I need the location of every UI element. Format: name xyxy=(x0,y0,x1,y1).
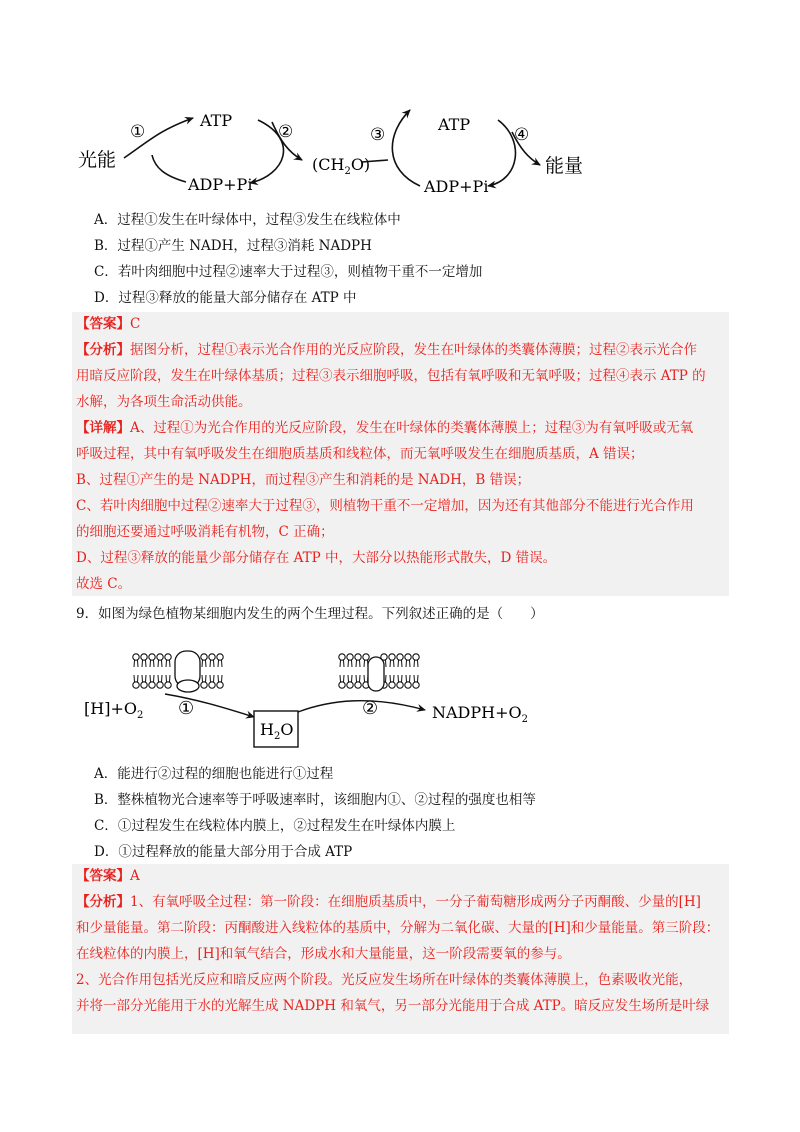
adp-left-label: ADP+Pi xyxy=(188,175,253,194)
detail-label: 【详解】 xyxy=(76,420,130,436)
q9-analysis-line-4: 2、光合作用包括光反应和暗反应两个阶段。光反应发生场所在叶绿体的类囊体薄膜上，色素吸收光能， xyxy=(76,972,693,988)
q8-option-a: A．过程①发生在叶绿体中，过程③发生在线粒体中 xyxy=(94,212,401,228)
q8-analysis-line-3: 水解，为各项生命活动供能。 xyxy=(76,394,252,410)
step2-marker: ② xyxy=(278,122,294,142)
q9-analysis-line-1 xyxy=(76,892,701,912)
q9-option-a: A．能进行②过程的细胞也能进行①过程 xyxy=(94,766,334,782)
q9-stem: 9．如图为绿色植物某细胞内发生的两个生理过程。下列叙述正确的是（ ） xyxy=(76,606,544,622)
q8-option-c: C．若叶肉细胞中过程②速率大于过程③，则植物干重不一定增加 xyxy=(94,264,483,280)
product-label: $NADPH+O_2$ xyxy=(432,703,528,725)
energy-label: 能量 xyxy=(545,155,584,177)
process1-marker: ① xyxy=(178,698,195,719)
q9-option-b: B．整株植物光合速率等于呼吸速率时，该细胞内①、②过程的强度也相等 xyxy=(94,792,536,808)
q8-detail-line-6: D、过程③释放的能量少部分储存在 ATP 中，大部分以热能形式散失，D 错误。 xyxy=(76,550,557,566)
right-membrane xyxy=(339,654,419,691)
atp-right-label: ATP xyxy=(438,115,471,134)
q8-analysis-line-2: 用暗反应阶段，发生在叶绿体基质；过程③表示细胞呼吸，包括有氧呼吸和无氧呼吸；过程④表示 ATP 的 xyxy=(76,368,706,384)
atp-left-label: ATP xyxy=(200,111,233,130)
step1-marker: ① xyxy=(130,122,146,142)
q8-detail-line-3: B、过程①产生的是 NADPH，而过程③产生和消耗的是 NADH，B 错误； xyxy=(76,472,531,488)
analysis-text: 据图分析，过程①表示光合作用的光反应阶段，发生在叶绿体的类囊体薄膜；过程②表示光合作 xyxy=(130,342,697,358)
q8-detail-line-5: 的细胞还要通过呼吸消耗有机物，C 正确； xyxy=(76,524,334,540)
step4-marker: ④ xyxy=(514,125,530,145)
water-label: $H_2O$ xyxy=(260,720,294,742)
analysis-label: 【分析】 xyxy=(76,894,130,910)
light-energy-label: 光能 xyxy=(78,149,117,171)
answer-value: A xyxy=(130,868,140,884)
ch2o-label: $(CH_2O)$ xyxy=(312,155,371,177)
q8-detail-line-4: C、若叶肉细胞中过程②速率大于过程③，则植物干重不一定增加，因为还有其他部分不能进行光合作用 xyxy=(76,498,694,514)
answer-label: 【答案】 xyxy=(76,316,130,332)
q8-detail-line-2: 呼吸过程，其中有氧呼吸发生在细胞质基质和线粒体，而无氧呼吸发生在细胞质基质，A 错误； xyxy=(76,446,644,462)
step3-marker: ③ xyxy=(370,125,386,145)
q8-detail-line-7: 故选 C。 xyxy=(76,576,132,592)
process2-marker: ② xyxy=(362,698,379,719)
answer-value: C xyxy=(130,316,141,332)
reactant-label: $[H]+O_2$ xyxy=(84,699,144,721)
adp-right-label: ADP+Pi xyxy=(424,177,489,196)
q9-analysis-line-3: 在线粒体的内膜上，[H]和氧气结合，形成水和大量能量，这一阶段需要氧的参与。 xyxy=(76,946,571,962)
q9-analysis-line-5: 并将一部分光能用于水的光解生成 NADPH 和氧气，另一部分光能用于合成 ATP。暗反应发生场所是叶绿 xyxy=(76,998,710,1014)
answer-label: 【答案】 xyxy=(76,868,130,884)
analysis-label: 【分析】 xyxy=(76,342,130,358)
analysis-text: 1、有氧呼吸全过程：第一阶段：在细胞质基质中，一分子葡萄糖形成两分子丙酮酸、少量的[H] xyxy=(130,894,701,910)
detail-text: A、过程①为光合作用的光反应阶段，发生在叶绿体的类囊体薄膜上；过程③为有氧呼吸或无氧 xyxy=(130,420,694,436)
q9-analysis-line-2: 和少量能量。第二阶段：丙酮酸进入线粒体的基质中，分解为二氧化碳、大量的[H]和少量能量。第三阶段： xyxy=(76,920,720,936)
q8-option-d: D．过程③释放的能量大部分储存在 ATP 中 xyxy=(94,290,357,306)
q9-option-c: C．①过程发生在线粒体内膜上，②过程发生在叶绿体内膜上 xyxy=(94,818,456,834)
q8-option-b: B．过程①产生 NADH，过程③消耗 NADPH xyxy=(94,238,372,254)
q9-option-d: D．①过程释放的能量大部分用于合成 ATP xyxy=(94,844,353,860)
q9-answer xyxy=(76,866,140,886)
left-membrane xyxy=(133,651,223,692)
